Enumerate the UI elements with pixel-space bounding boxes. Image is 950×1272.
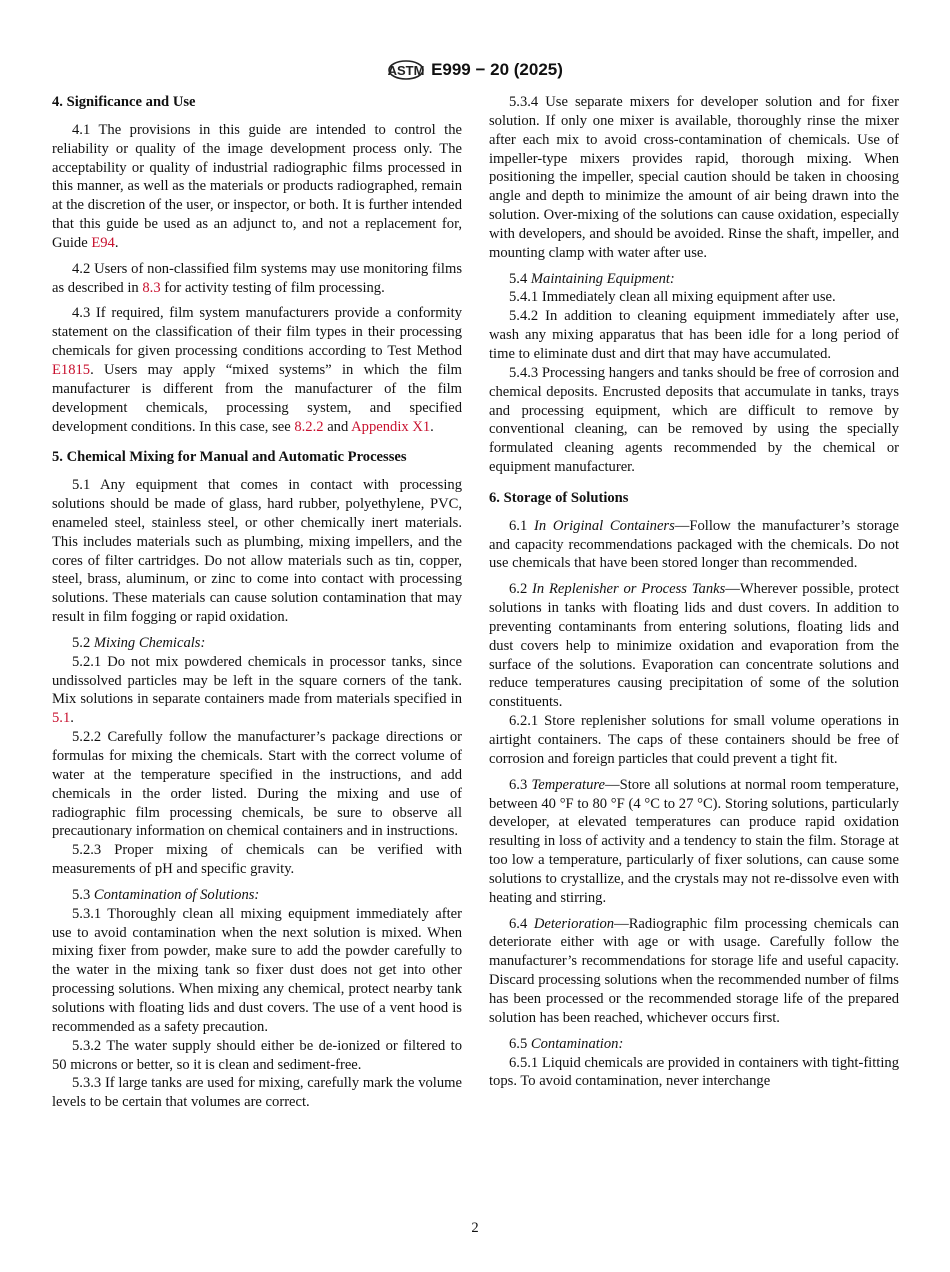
paragraph: [52, 905, 462, 1037]
paragraph: [489, 915, 899, 1028]
paragraph: [489, 517, 899, 574]
paragraph: [52, 728, 462, 841]
text-run: 4.2 Users of non-classified film systems may use monitoring films as described in: [52, 260, 462, 296]
text-run: 5.3.1 Thoroughly clean all mixing equipment immediately after use to avoid contamination when the next solution is mixed. When mixing fixer from powder, make sure to add the powder carefully to the water in the mixing tank so fixer dust does not get into other processing solutions. When mixing any chemical, protect nearby tank solutions with floating lids and dust covers. The use of a vent hood is recommended as a safety precaution.: [52, 905, 462, 1035]
text-run: 6.5.1 Liquid chemicals are provided in containers with tight-fitting tops. To avoid contamination, never interchange: [489, 1054, 899, 1090]
paragraph: [52, 121, 462, 253]
left-column: [52, 93, 462, 1119]
paragraph-group: [489, 270, 899, 477]
text-run: 5.2.2 Carefully follow the manufacturer’s package directions or formulas for mixing the chemicals. Start with the correct volume of water at the temperature specified in the instructions, and add chemicals in the order listed. During the mixing and use of radiographic film processing chemicals, be sure to observe all precautionary information on chemical containers and in instructions.: [52, 729, 462, 840]
text-run: 6.5: [509, 1035, 531, 1052]
paragraph-group: [489, 93, 899, 263]
paragraph: [489, 712, 899, 769]
paragraph: [52, 653, 462, 728]
paragraph-group: [489, 915, 899, 1028]
italic-subheading: Temperature: [531, 776, 605, 793]
paragraph-group: [489, 776, 899, 908]
cross-reference-link[interactable]: 8.3: [142, 279, 161, 296]
page-number: 2: [471, 1220, 479, 1236]
text-run: 6.1: [509, 517, 534, 534]
text-run: 6.2.1 Store replenisher solutions for small volume operations in airtight containers. The caps of these containers should be free of corrosion and foreign particles that could prevent a tight fit.: [489, 713, 899, 767]
section-heading: 4. Significance and Use: [52, 94, 196, 110]
paragraph: [489, 288, 899, 307]
section-heading: 6. Storage of Solutions: [489, 489, 629, 506]
text-run: 5.4.1 Immediately clean all mixing equipment after use.: [509, 289, 836, 306]
paragraph: [52, 634, 462, 653]
svg-text:ASTM: ASTM: [387, 63, 425, 78]
text-run: 5.2.3 Proper mixing of chemicals can be verified with measurements of pH and specific gravity.: [52, 842, 462, 878]
text-run: .: [430, 418, 434, 435]
text-run: 5.1 Any equipment that comes in contact with processing solutions should be made of glass, hard rubber, polyethylene, PVC, enameled steel, stainless steel, or other chemically inert materials. This includes materials such as plumbing, mixing impellers, and the cores of filter cartridges. Do not allow materials such as tin, copper, steel, brass, aluminum, or zinc to come into contact with processing solutions. These materials can cause solution contamination that may result in film fogging or rapid oxidation.: [52, 477, 462, 626]
text-run: for activity testing of film processing.: [160, 279, 385, 296]
paragraph: [52, 841, 462, 879]
paragraph: [52, 886, 462, 905]
text-run: 5.2.1 Do not mix powdered chemicals in processor tanks, since undissolved particles may be left in the square corners of the tank. Mix solutions in separate containers made from materials specified in: [52, 653, 462, 708]
paragraph: [489, 580, 899, 712]
page-header: [0, 56, 950, 84]
paragraph-group: [489, 517, 899, 574]
paragraph: [489, 270, 899, 289]
text-run: .: [70, 710, 74, 727]
cross-reference-link[interactable]: E94: [91, 234, 115, 251]
text-run: 5.3: [72, 886, 94, 903]
astm-logo-icon: [387, 56, 425, 84]
text-run: 5.4: [509, 270, 531, 287]
paragraph-group: [52, 260, 462, 298]
text-run: 6.4: [509, 915, 534, 932]
text-run: 5.3.4 Use separate mixers for developer solution and for fixer solution. If only one mixer is available, thoroughly rinse the mixer after each mix to avoid cross-contamination of chemicals. Use of impeller-type mixers provides rapid, thorough mixing. When positioning the impeller, special caution should be taken in choosing angle and depth to minimize the amount of air being drawn into the solution. Over-mixing of the solutions can cause oxidation, especially with developers, and should be avoided. Rinse the shaft, impeller, and mounting clamp with water after use.: [489, 94, 899, 261]
right-column: [489, 93, 899, 1098]
cross-reference-link[interactable]: 8.2.2: [294, 418, 324, 435]
paragraph-group: [52, 886, 462, 1112]
cross-reference-link[interactable]: E1815: [52, 361, 91, 378]
text-run: 4.1 The provisions in this guide are intended to control the reliability or quality of the image development process only. The acceptability or quality of industrial radiographic films processed in this manner, as well as the materials or products radiographed, remain at the discretion of the user, or inspector, or both. It is further intended that this guide be used as an adjunct to, and not a replacement for, Guide: [52, 121, 462, 251]
italic-subheading: Deterioration: [533, 915, 615, 932]
italic-subheading: Maintaining Equipment:: [530, 270, 675, 287]
text-run: —Radiographic film processing chemicals can deteriorate either with age or with usage. Carefully follow the manufacturer’s recommendations for storage life and useful capacity. Discard processing solutions when the recommended number of films has been processed or the recommended storage life of the prepared solution has been reached, whichever occurs first.: [489, 915, 899, 1026]
paragraph: [52, 1074, 462, 1112]
paragraph-group: [489, 580, 899, 768]
text-run: —Wherever possible, protect solutions in tanks with floating lids and dust covers. In addition to preventing contaminants from entering solutions, floating lids and dust covers help to minimize oxidation and evaporation from the surface of the solutions. Evaporation can concentrate solutions and reduce temperatures causing precipitation of some of the solution constituents.: [489, 581, 899, 711]
paragraph: [489, 307, 899, 364]
paragraph-group: [52, 476, 462, 627]
paragraph-group: [52, 121, 462, 253]
text-run: 4.3 If required, film system manufacturers provide a conformity statement on the classification of their film types in their processing chemicals for given processing conditions according to Test Method: [52, 305, 462, 360]
paragraph-group: [52, 304, 462, 436]
text-run: 5.2: [72, 634, 94, 651]
text-run: .: [114, 234, 119, 251]
paragraph: [489, 1054, 899, 1092]
text-run: and: [323, 418, 352, 435]
paragraph-group: [52, 634, 462, 879]
paragraph: [52, 1037, 462, 1075]
paragraph: [489, 1035, 899, 1054]
text-run: 5.4.2 In addition to cleaning equipment immediately after use, wash any mixing apparatus that has been idle for a long period of time to eliminate dust and dirt that may have accumulated.: [489, 308, 899, 362]
text-run: 5.4.3 Processing hangers and tanks should be free of corrosion and chemical deposits. Encrusted deposits that accumulate in tanks, trays and processing equipment, which are difficult to remove by conventional cleaning, can be removed by using the specially formulated cleaning agents recommended by the chemical or equipment manufacturer.: [489, 364, 899, 476]
paragraph-group: [489, 1035, 899, 1092]
text-run: 5.3.2 The water supply should either be de-ionized or filtered to 50 microns or better, so it is clean and sediment-free.: [52, 1037, 462, 1073]
italic-subheading: Contamination:: [530, 1035, 624, 1052]
text-run: 6.3: [509, 776, 532, 793]
text-run: . Users may apply “mixed systems” in which the film manufacturer is different from the manufacturer of the film development chemicals, processing system, and specified development conditions. In this case, see: [52, 361, 462, 435]
italic-subheading: Mixing Chemicals:: [93, 634, 206, 651]
italic-subheading: Contamination of Solutions:: [93, 886, 260, 903]
text-run: 6.2: [509, 581, 533, 598]
paragraph: [489, 364, 899, 477]
text-run: 5.3.3 If large tanks are used for mixing, carefully mark the volume levels to be certain that volumes are correct.: [52, 1075, 462, 1111]
cross-reference-link[interactable]: 5.1: [52, 710, 71, 727]
cross-reference-link[interactable]: Appendix X1: [351, 418, 431, 435]
italic-subheading: In Original Containers: [534, 517, 675, 534]
italic-subheading: In Replenisher or Process Tanks: [532, 581, 726, 598]
paragraph: [489, 776, 899, 908]
paragraph: [52, 304, 462, 436]
text-run: —Follow the manufacturer’s storage and capacity recommendations packaged with the chemicals. Do not use chemicals that have been stored longer than recommended.: [489, 517, 900, 572]
document-designation: E999 − 20 (2025): [431, 60, 563, 79]
text-run: —Store all solutions at normal room temperature, between 40 °F to 80 °F (4 °C to 27 °C). Storing solutions, particularly developer, at elevated temperatures can produce rapid oxidation resulting in loss of activity and a tendency to stain the film. Storage at too low a temperature, particularly of fixer solutions, can cause some solutions to crystallize, and the crystals may not re-dissolve even with heating and stirring.: [489, 776, 900, 906]
paragraph: [489, 93, 899, 263]
paragraph: [52, 260, 462, 298]
section-heading: 5. Chemical Mixing for Manual and Automatic Processes: [52, 449, 407, 466]
paragraph: [52, 476, 462, 627]
